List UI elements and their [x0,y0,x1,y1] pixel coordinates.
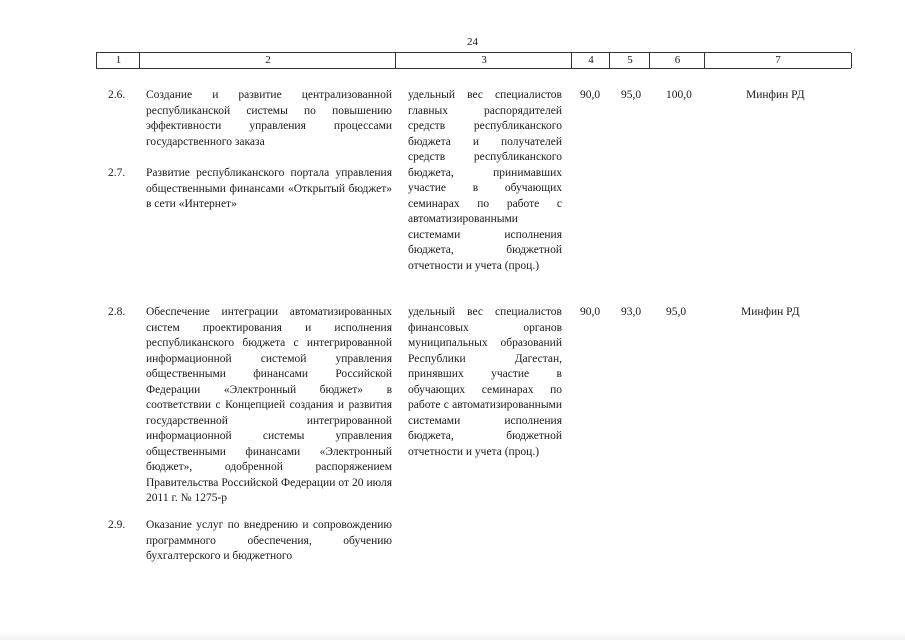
value-col-6: 95,0 [666,306,687,318]
page-number: 24 [467,36,478,48]
row-number: 2.6. [108,89,126,101]
row-number: 2.8. [108,306,126,318]
row-number: 2.9. [108,519,126,531]
value-col-4: 90,0 [580,306,601,318]
row-number: 2.7. [108,167,126,179]
column-header-5: 5 [609,53,650,68]
column-header-1: 1 [96,53,140,68]
column-header-6: 6 [649,53,705,68]
column-header-4: 4 [571,53,610,68]
responsible-agency: Минфин РД [741,306,800,318]
measure-text: Создание и развитие централизованной республиканской системы по повышению эффективности управления процессами государственного заказа [146,89,392,148]
value-col-4: 90,0 [580,89,601,101]
measure-text: Обеспечение интеграции автоматизированных систем проектирования и исполнения республиканского бюджета с интегрированной информационной системой управления общественными финансами Российской Федерации «Электронный бюджет» в соответствии с Концепцией создания и развития государственной интегрированной информационной системы управления общественными финансами «Электронный бюджет», одобренной распоряжением Правительства Российской Федерации от 20 июля 2011 г. № 1275-р [146,306,392,504]
column-header-3: 3 [395,53,572,68]
column-number-header [96,52,851,69]
value-col-5: 95,0 [621,89,642,101]
scan-edge-shadow [0,632,905,640]
indicator-text: удельный вес специалистов финансовых органов муниципальных образований Республики Дагестан, принявших участие в обучающих семинарах по работе с автоматизированными системами исполнения бюджета, бюджетной отчетности и учета (проц.) [408,306,562,458]
measure-text: Оказание услуг по внедрению и сопровождению программного обеспечения, обучению бухгалтерского и бюджетного [146,519,392,562]
measure-text: Развитие республиканского портала управления общественными финансами «Открытый бюджет» в сети «Интернет» [146,167,392,210]
indicator-text: удельный вес специалистов главных распорядителей средств республиканского бюджета и получателей средств республиканского бюджета, принимавших участие в обучающих семинарах по работе с автоматизированными системами исполнения бюджета, бюджетной отчетности и учета (проц.) [408,89,562,272]
responsible-agency: Минфин РД [746,89,805,101]
column-header-7: 7 [704,53,852,68]
value-col-6: 100,0 [666,89,692,101]
column-header-2: 2 [139,53,396,68]
value-col-5: 93,0 [621,306,642,318]
